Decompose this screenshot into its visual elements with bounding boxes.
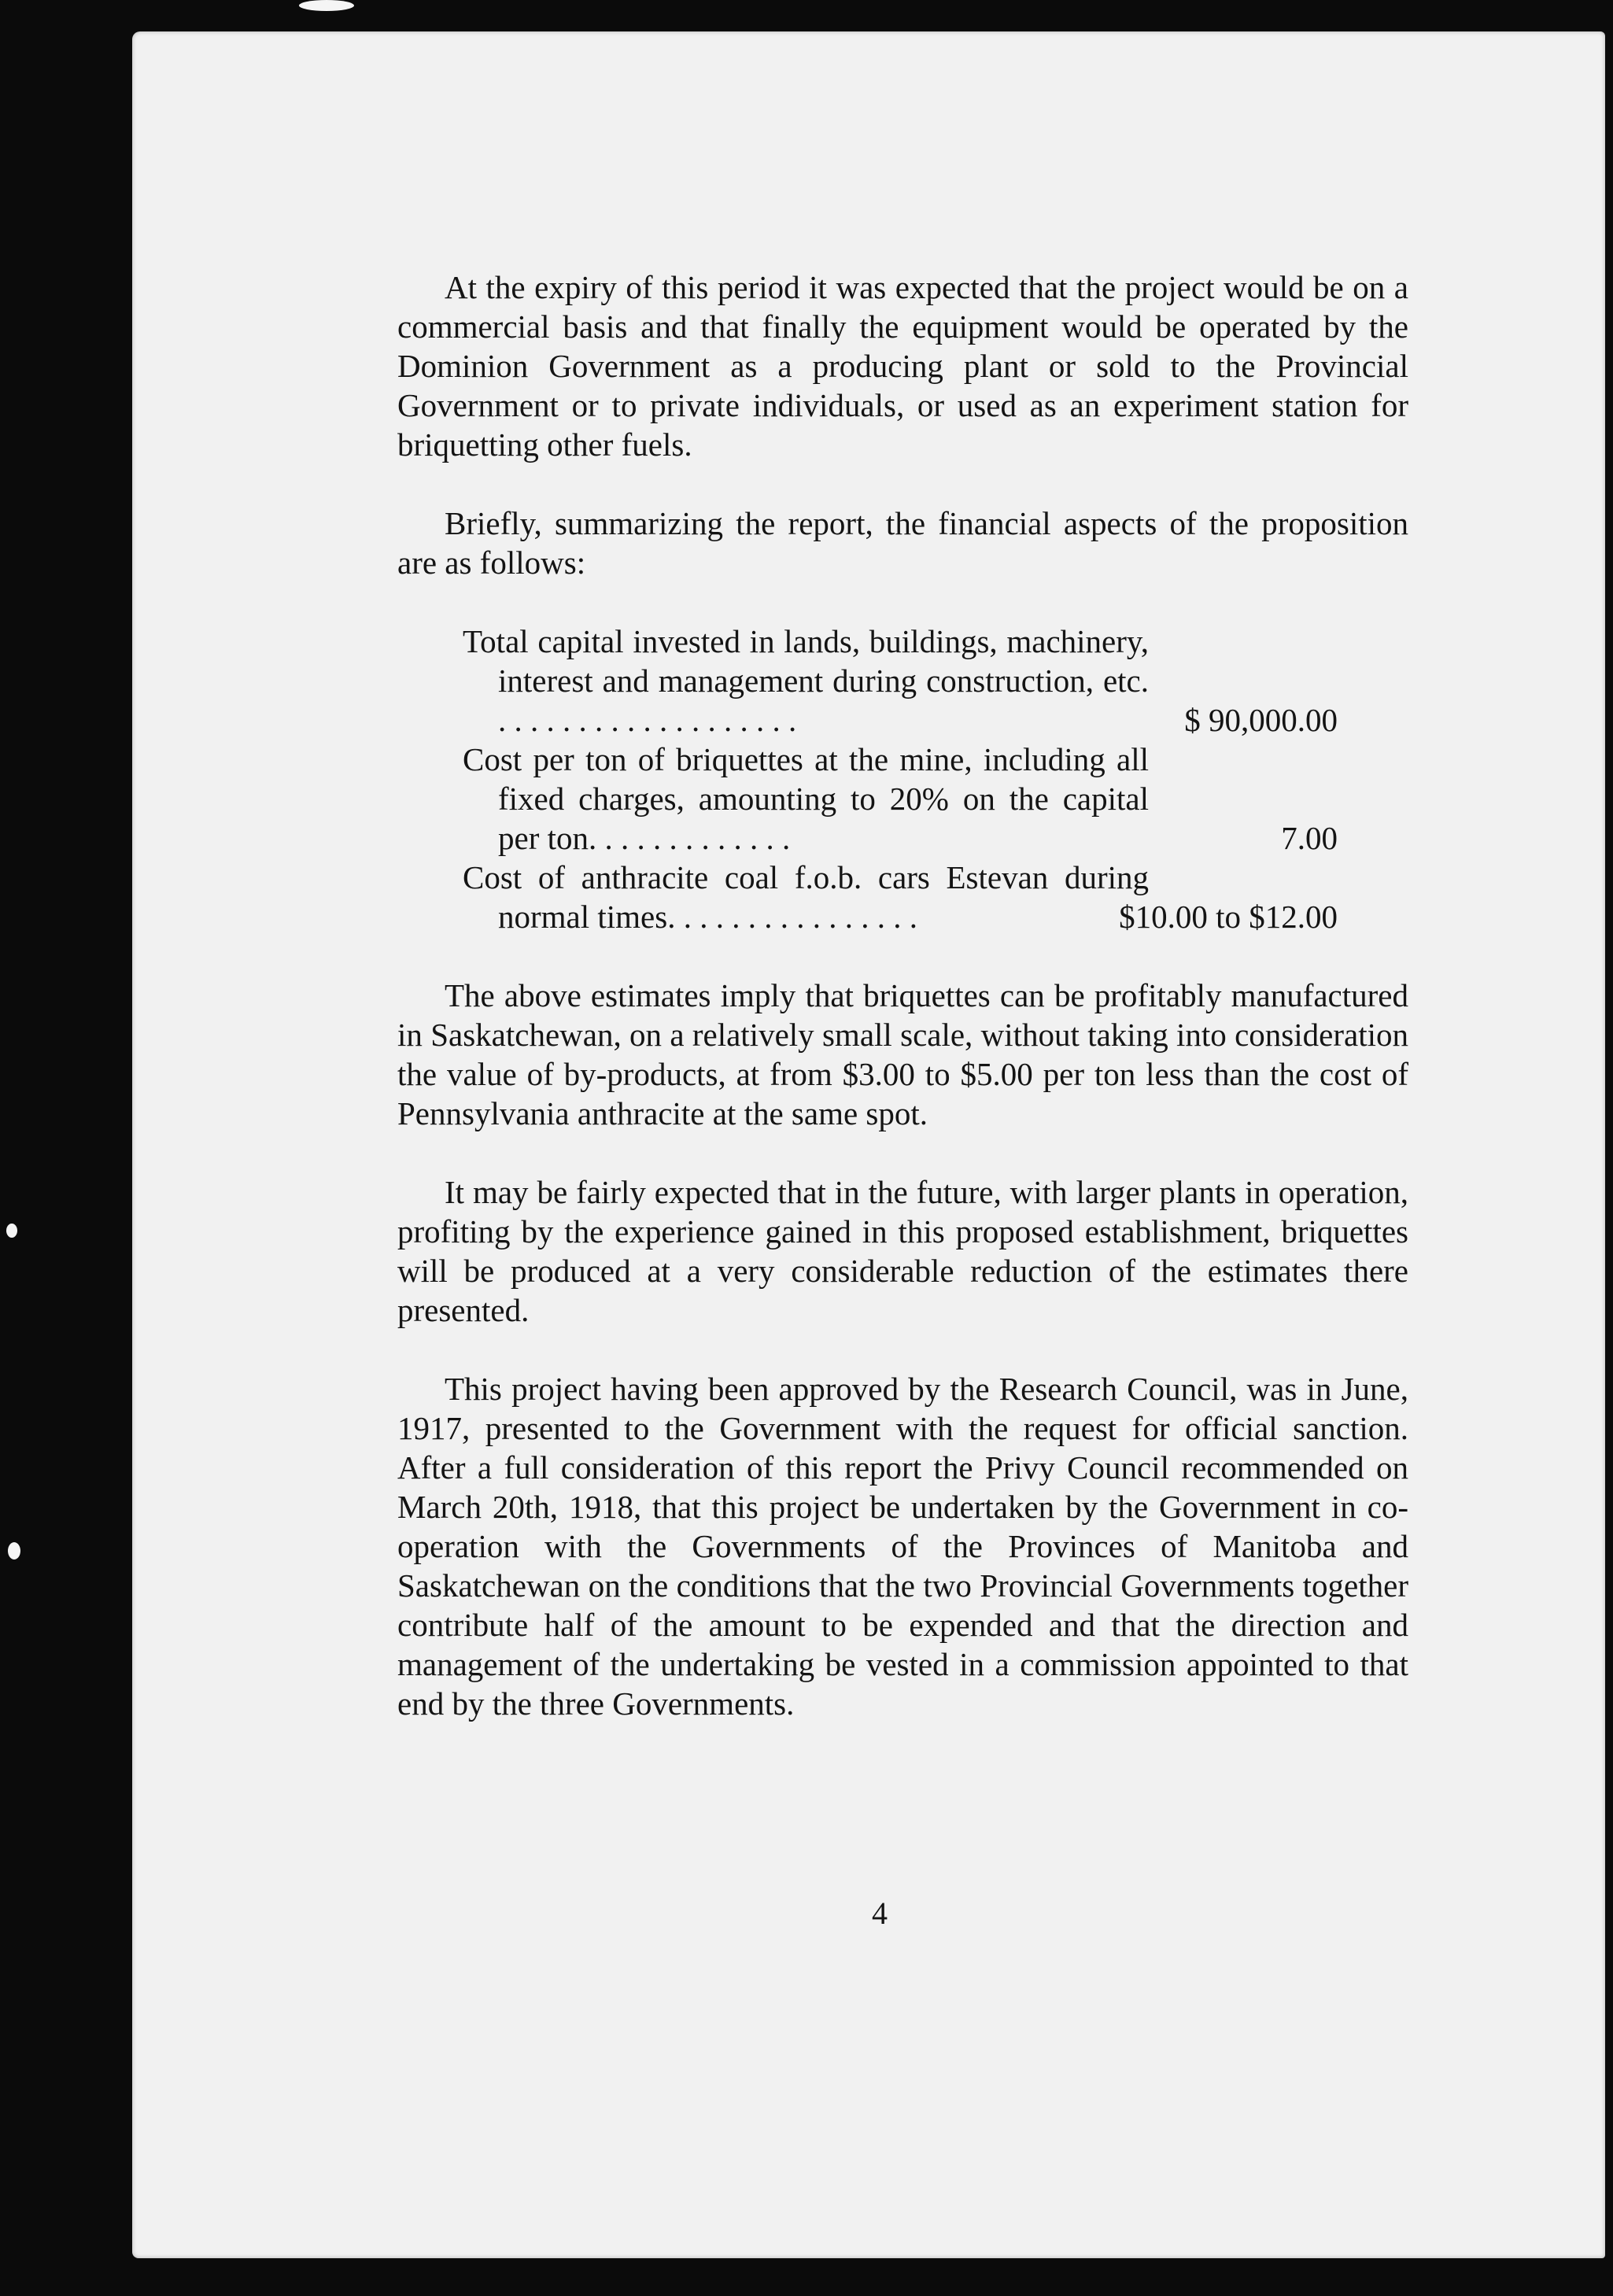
dust-speck bbox=[6, 1224, 17, 1238]
paragraph: It may be fairly expected that in the future, with larger plants in operation, profiting by the experience gained in this proposed establishment, briquettes will be produced at a very considerable reduction of the estimates there presented. bbox=[397, 1174, 1408, 1328]
table-row bbox=[463, 740, 1338, 858]
paragraph: This project having been approved by the Research Council, was in June, 1917, presented to the Government with the request for official sanction. After a full consideration of this report the Privy Council recommended on March 20th, 1918, that this project be undertaken by the Government in co-operation with the Governments of the Provinces of Manitoba and Saskatchewan on the conditions that the two Provincial Governments together contribute half of the amount to be expended and that the direction and management of the undertaking be vested in a commission appointed to that end by the three Governments. bbox=[397, 1371, 1408, 1722]
table-row bbox=[463, 622, 1338, 740]
paragraph: The above estimates imply that briquettes can be profitably manufactured in Saskatchewan, on a relatively small scale, without taking into consideration the value of by-products, at from $3.00 to $5.00 per ton less than the cost of Pennsylvania anthracite at the same spot. bbox=[397, 977, 1408, 1131]
table-row bbox=[463, 858, 1338, 936]
row-amount: $10.00 to $12.00 bbox=[1119, 899, 1338, 935]
row-label: Total capital invested in lands, buildings, machinery, interest and management during construction, etc. . . . . . . . . . . . . . . . . . . . bbox=[463, 623, 1149, 738]
row-label: Cost of anthracite coal f.o.b. cars Estevan during normal times. . . . . . . . . . . . . . . . bbox=[463, 859, 1149, 935]
paragraph: Briefly, summarizing the report, the financial aspects of the proposition are as follows: bbox=[397, 505, 1408, 581]
page-body bbox=[397, 268, 1408, 1723]
row-label: Cost per ton of briquettes at the mine, including all fixed charges, amounting to 20% on the capital per ton. . . . . . . . . . . . . bbox=[463, 741, 1149, 856]
page-number: 4 bbox=[872, 1895, 888, 1931]
financial-table bbox=[463, 622, 1338, 936]
dust-speck bbox=[299, 0, 354, 11]
row-amount: 7.00 bbox=[1281, 820, 1338, 856]
row-amount: $ 90,000.00 bbox=[1184, 702, 1338, 738]
dust-speck bbox=[8, 1542, 20, 1560]
paragraph: At the expiry of this period it was expected that the project would be on a commercial basis and that finally the equipment would be operated by the Dominion Government as a producing plant or sold to the Provincial Government or to private individuals, or used as an experiment station for briquetting other fuels. bbox=[397, 269, 1408, 463]
